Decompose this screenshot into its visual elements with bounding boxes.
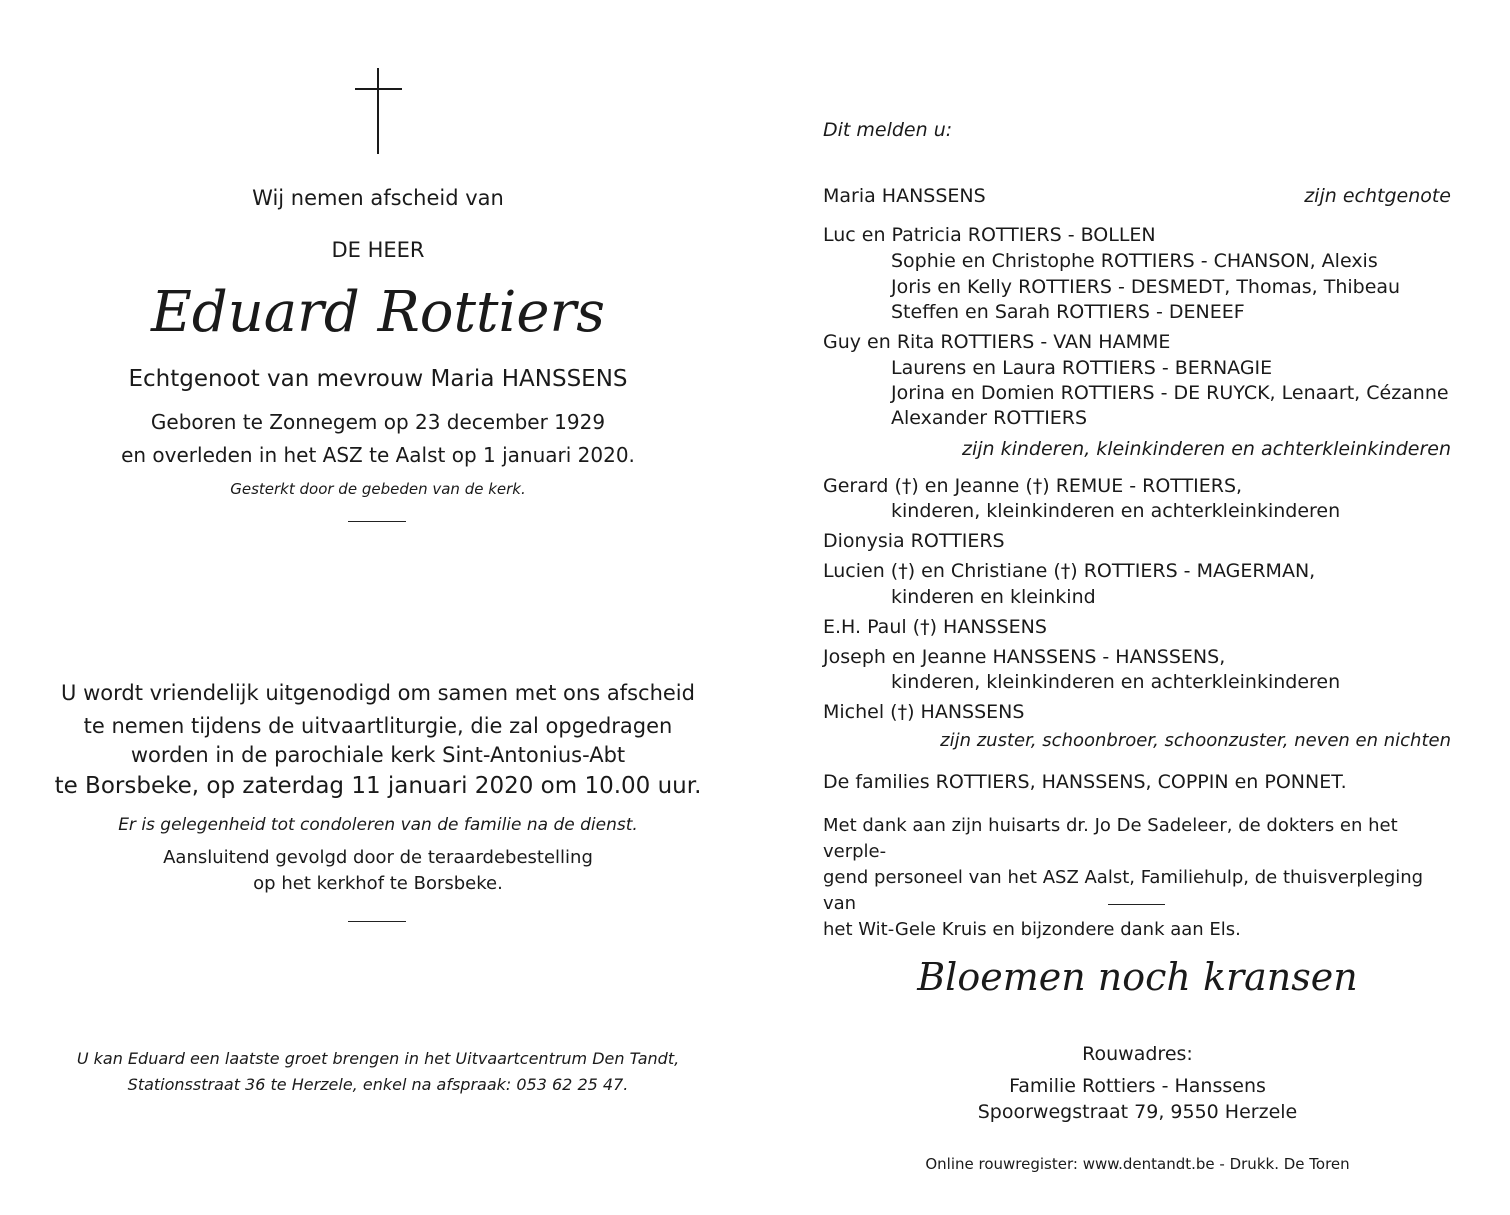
burial-line: op het kerkhof te Borsbeke.	[253, 873, 503, 894]
death-line: en overleden in het ASZ te Aalst op 1 januari 2020.	[121, 443, 635, 467]
family-line: Gerard (†) en Jeanne (†) REMUE - ROTTIERS,	[823, 475, 1243, 497]
gratitude-line: het Wit-Gele Kruis en bijzondere dank aan Els.	[823, 919, 1241, 940]
family-line: Joseph en Jeanne HANSSENS - HANSSENS,	[823, 646, 1226, 668]
divider	[348, 521, 406, 522]
farewell-line: U kan Eduard een laatste groet brengen in het Uitvaartcentrum Den Tandt,	[76, 1049, 680, 1068]
cross-icon-bar	[355, 88, 402, 90]
notice-header: Dit melden u:	[823, 119, 953, 141]
burial-line: Aansluitend gevolgd door de teraardebestelling	[163, 847, 593, 868]
address-name: Familie Rottiers - Hanssens	[1009, 1075, 1266, 1097]
invitation-line: te nemen tijdens de uitvaartliturgie, die zal opgedragen	[83, 714, 673, 738]
family-line: Laurens en Laura ROTTIERS - BERNAGIE	[891, 357, 1273, 379]
family-line: kinderen en kleinkind	[891, 586, 1096, 608]
divider	[348, 921, 406, 922]
cross-icon	[377, 68, 379, 154]
birth-line: Geboren te Zonnegem op 23 december 1929	[150, 410, 606, 434]
family-line: Sophie en Christophe ROTTIERS - CHANSON, Alexis	[891, 250, 1378, 272]
deceased-name: Eduard Rottiers	[150, 280, 606, 345]
families-line: De families ROTTIERS, HANSSENS, COPPIN en PONNET.	[823, 771, 1347, 793]
condolence-line: Er is gelegenheid tot condoleren van de familie na de dienst.	[118, 815, 638, 835]
family-line: kinderen, kleinkinderen en achterkleinkinderen	[891, 500, 1341, 522]
online-register: Online rouwregister: www.dentandt.be - Drukk. De Toren	[925, 1155, 1350, 1173]
family-line: Steffen en Sarah ROTTIERS - DENEEF	[891, 301, 1245, 323]
family-line: E.H. Paul (†) HANSSENS	[823, 616, 1047, 638]
wife-role: zijn echtgenote	[1304, 185, 1451, 207]
family-line: Joris en Kelly ROTTIERS - DESMEDT, Thomas, Thibeau	[891, 276, 1401, 298]
wife-name: Maria HANSSENS	[823, 185, 986, 207]
family-line: kinderen, kleinkinderen en achterkleinkinderen	[891, 671, 1341, 693]
address-label: Rouwadres:	[1082, 1043, 1193, 1065]
gratitude-text	[823, 813, 1451, 943]
family-line: Guy en Rita ROTTIERS - VAN HAMME	[823, 331, 1171, 353]
divider	[1108, 904, 1165, 905]
family-line: Jorina en Domien ROTTIERS - DE RUYCK, Lenaart, Cézanne	[891, 382, 1449, 404]
family-line: Michel (†) HANSSENS	[823, 701, 1025, 723]
family-line: Dionysia ROTTIERS	[823, 530, 1005, 552]
family-line: Lucien (†) en Christiane (†) ROTTIERS - MAGERMAN,	[823, 560, 1316, 582]
invitation-line: worden in de parochiale kerk Sint-Antonius-Abt	[130, 743, 626, 767]
blessed-line: Gesterkt door de gebeden van de kerk.	[230, 480, 526, 498]
title-text: DE HEER	[331, 238, 425, 262]
siblings-role: zijn zuster, schoonbroer, schoonzuster, neven en nichten	[940, 730, 1451, 751]
intro-text: Wij nemen afscheid van	[252, 186, 504, 210]
gratitude-line: Met dank aan zijn huisarts dr. Jo De Sadeleer, de dokters en het verple-	[823, 815, 1398, 862]
family-line: Alexander ROTTIERS	[891, 407, 1088, 429]
invitation-line: U wordt vriendelijk uitgenodigd om samen met ons afscheid	[61, 681, 695, 705]
farewell-line: Stationsstraat 36 te Herzele, enkel na afspraak: 053 62 25 47.	[127, 1075, 629, 1094]
gratitude-line: gend personeel van het ASZ Aalst, Familiehulp, de thuisverpleging van	[823, 867, 1424, 914]
invitation-line: te Borsbeke, op zaterdag 11 januari 2020 om 10.00 uur.	[54, 773, 702, 799]
family-line: Luc en Patricia ROTTIERS - BOLLEN	[823, 224, 1156, 246]
spouse-line: Echtgenoot van mevrouw Maria HANSSENS	[128, 366, 628, 392]
children-role: zijn kinderen, kleinkinderen en achterkleinkinderen	[961, 438, 1451, 460]
no-flowers-text: Bloemen noch kransen	[917, 955, 1358, 999]
address-street: Spoorwegstraat 79, 9550 Herzele	[977, 1101, 1298, 1123]
